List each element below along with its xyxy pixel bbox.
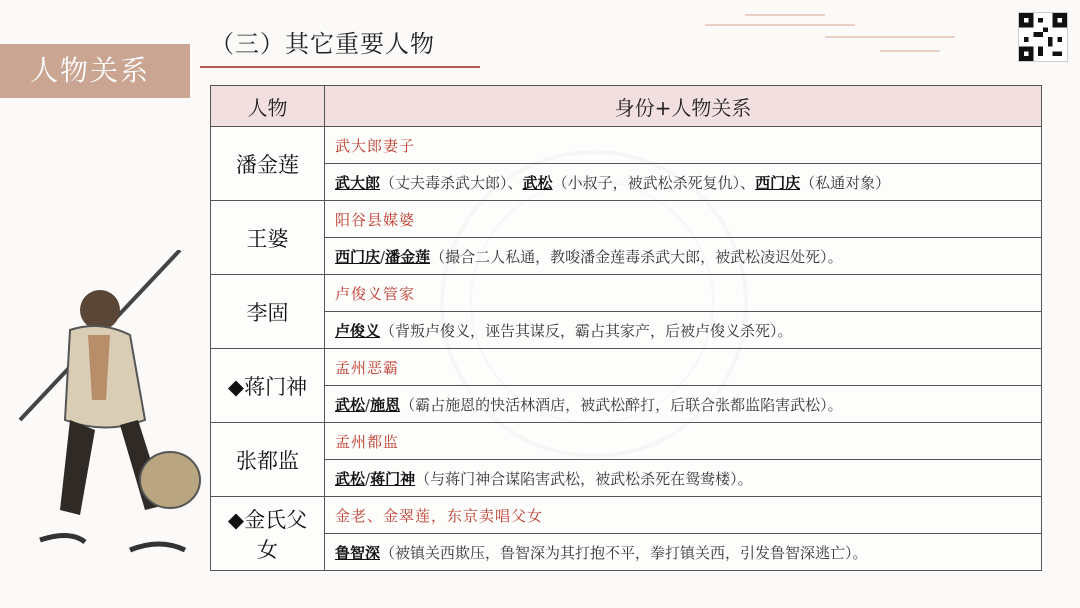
person-name: 张都监 [211,423,325,497]
identity-text: 孟州都监 [325,423,1042,460]
page-title: （三）其它重要人物 [210,30,435,58]
person-name: 李固 [211,275,325,349]
identity-text: 金老、金翠莲，东京卖唱父女 [325,497,1042,534]
relation-text: 鲁智深（被镇关西欺压，鲁智深为其打抱不平，拳打镇关西，引发鲁智深逃亡）。 [325,534,1042,571]
title-underline [200,66,480,68]
relation-text: 武松/蒋门神（与蒋门神合谋陷害武松，被武松杀死在鸳鸯楼）。 [325,460,1042,497]
relation-text: 武松/施恩（霸占施恩的快活林酒店，被武松醉打，后联合张都监陷害武松）。 [325,386,1042,423]
person-name: 王婆 [211,201,325,275]
header-identity-relation: 身份+人物关系 [325,86,1042,127]
decor-line [825,36,955,38]
relation-text: 武大郎（丈夫毒杀武大郎）、武松（小叔子，被武松杀死复仇）、西门庆（私通对象） [325,164,1042,201]
identity-text: 孟州恶霸 [325,349,1042,386]
person-name: ◆金氏父女 [211,497,325,571]
warrior-figure-illustration [10,250,230,580]
decor-line [880,50,940,52]
relation-text: 西门庆/潘金莲（撮合二人私通，教唆潘金莲毒杀武大郎，被武松凌迟处死）。 [325,238,1042,275]
person-name: ◆蒋门神 [211,349,325,423]
decor-line [745,14,825,16]
relation-table [210,85,1042,571]
relation-text: 卢俊义（背叛卢俊义，诬告其谋反，霸占其家产，后被卢俊义杀死）。 [325,312,1042,349]
person-name: 潘金莲 [211,127,325,201]
decor-line [705,24,855,26]
identity-text: 卢俊义管家 [325,275,1042,312]
header-person: 人物 [211,86,325,127]
identity-text: 阳谷县媒婆 [325,201,1042,238]
qr-code-icon [1018,12,1068,62]
identity-text: 武大郎妻子 [325,127,1042,164]
section-tag: 人物关系 [0,44,190,98]
